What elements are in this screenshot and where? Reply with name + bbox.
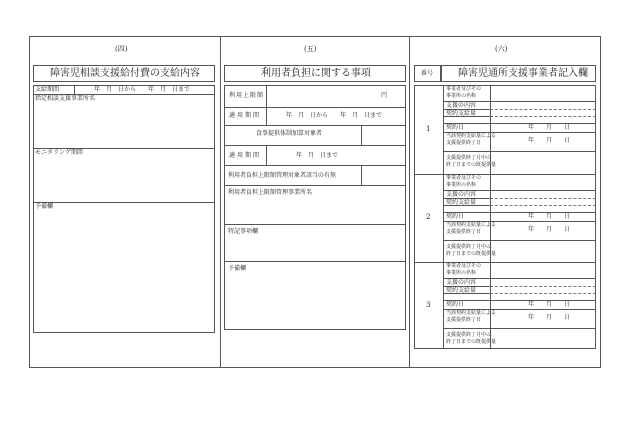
- s6-line: [443, 300, 596, 301]
- s6-line: [443, 151, 596, 152]
- s6-end1-date: 年 月 日: [528, 226, 571, 233]
- s4-office-label: 指定相談支援事業所名: [35, 95, 96, 102]
- s4-period-divider: [74, 85, 75, 94]
- s6-provider-label: 事業者及びその: [446, 263, 482, 269]
- s5-period2-label: 適用期間: [229, 152, 262, 159]
- s4-line: [33, 202, 215, 203]
- s5-divider: [266, 107, 267, 125]
- s6-line: [443, 240, 596, 241]
- s6-block-divider: [414, 174, 596, 175]
- section-4-table: [33, 85, 215, 333]
- s5-special-label: 特記事項欄: [228, 228, 259, 235]
- s6-provider-label: 事業所の名称: [446, 270, 477, 276]
- s6-amount-label: 契約支給量: [446, 287, 477, 294]
- s6-end1-label: 当該契約支給量による: [446, 310, 497, 316]
- s5-mgmt-label: 利用者負担上限額管理対象者該当の有無: [228, 172, 337, 179]
- s6-support-label: 支援の内容: [446, 102, 477, 109]
- s5-line: [224, 125, 406, 126]
- s6-end2-label: 終了日までの既提供量: [446, 339, 497, 345]
- s6-end2-label: 終了日までの既提供量: [446, 162, 497, 168]
- s6-contract-label: 契約日: [446, 124, 465, 131]
- s6-line: [443, 205, 490, 206]
- s6-contract-label: 契約日: [446, 301, 465, 308]
- s6-end2-label: 支援提供終了月中の: [446, 332, 492, 338]
- s6-contract-date: 年 月 日: [528, 124, 571, 131]
- s4-period-label: 支給期間: [35, 86, 60, 93]
- col-divider-1: [220, 36, 221, 368]
- s6-col-no: 番号: [421, 70, 434, 77]
- section-5-title: 利用者負担に関する事項: [261, 68, 371, 79]
- s5-mgmt-office-label: 利用者負担上限額管理事業所名: [228, 189, 313, 196]
- s6-provider-label: 事業所の名称: [446, 93, 477, 99]
- section-6-number: (六): [495, 45, 508, 53]
- s6-end1-label: 支援提供終了日: [446, 229, 482, 235]
- s4-monitoring-label: モニタリング期間: [35, 149, 83, 156]
- s6-end1-date: 年 月 日: [528, 137, 571, 144]
- s5-divider: [266, 85, 267, 107]
- s6-row-number: 3: [426, 301, 431, 309]
- s6-end1-date: 年 月 日: [528, 314, 571, 321]
- s5-period-label: 適用期間: [229, 112, 262, 119]
- s5-limit-unit: 円: [381, 92, 388, 99]
- s6-line: [443, 116, 490, 117]
- section-4-title: 障害児相談支援給付費の支給内容: [50, 68, 200, 79]
- s6-end1-label: 支援提供終了日: [446, 140, 482, 146]
- s6-dash: [490, 116, 596, 117]
- s4-notes-label: 予備欄: [35, 203, 54, 210]
- s6-block-divider: [414, 262, 596, 263]
- s5-period2-value: 年 月 日まで: [296, 152, 339, 159]
- s5-divider: [361, 165, 362, 185]
- s5-line: [224, 261, 406, 262]
- s6-dash: [490, 286, 596, 287]
- s6-provider-label: 事業所の名称: [446, 182, 477, 188]
- s5-line: [224, 224, 406, 225]
- s6-contract-date: 年 月 日: [528, 301, 571, 308]
- s6-dash: [490, 198, 596, 199]
- s5-divider: [361, 125, 362, 145]
- s5-period-value: 年 月 日から 年 月 日まで: [286, 112, 383, 119]
- s6-line: [443, 293, 490, 294]
- s5-line: [224, 165, 406, 166]
- section-5-number: (五): [304, 45, 317, 53]
- s5-notes-label: 予備欄: [228, 265, 247, 272]
- s5-divider: [266, 145, 267, 165]
- s5-line: [224, 107, 406, 108]
- s6-dash: [490, 205, 596, 206]
- s4-period-value: 年 月 日から 年 月 日まで: [94, 86, 191, 93]
- s6-end2-label: 支援提供終了月中の: [446, 244, 492, 250]
- s6-dash: [490, 109, 596, 110]
- col-divider-2: [409, 36, 410, 368]
- s5-limit-label: 利用上限額: [229, 92, 265, 99]
- s5-line: [224, 185, 406, 186]
- s6-contract-date: 年 月 日: [528, 213, 571, 220]
- s6-row-number: 1: [426, 125, 431, 133]
- s6-line: [443, 123, 596, 124]
- s6-line: [443, 328, 596, 329]
- section-6-title: 障害児通所支援事業者記入欄: [458, 68, 588, 79]
- s6-support-label: 支援の内容: [446, 191, 477, 198]
- s6-end1-label: 当該契約支給量による: [446, 222, 497, 228]
- section-5-table: [224, 85, 406, 330]
- s6-end2-label: 支援提供終了月中の: [446, 155, 492, 161]
- s6-contract-label: 契約日: [446, 213, 465, 220]
- s5-line: [224, 145, 406, 146]
- s6-end1-label: 支援提供終了日: [446, 317, 482, 323]
- s6-end1-label: 当該契約支給量による: [446, 133, 497, 139]
- s6-end2-label: 終了日までの既提供量: [446, 251, 497, 257]
- s6-dash: [490, 293, 596, 294]
- s6-row-number: 2: [426, 213, 431, 221]
- s6-amount-label: 契約支給量: [446, 199, 477, 206]
- s5-meal-label: 食事提供体制加算対象者: [256, 130, 323, 137]
- s6-line: [443, 212, 596, 213]
- section-4-number: (四): [115, 45, 128, 53]
- s6-support-label: 支援の内容: [446, 279, 477, 286]
- s6-amount-label: 契約支給量: [446, 110, 477, 117]
- s6-provider-label: 事業者及びその: [446, 86, 482, 92]
- s6-provider-label: 事業者及びその: [446, 175, 482, 181]
